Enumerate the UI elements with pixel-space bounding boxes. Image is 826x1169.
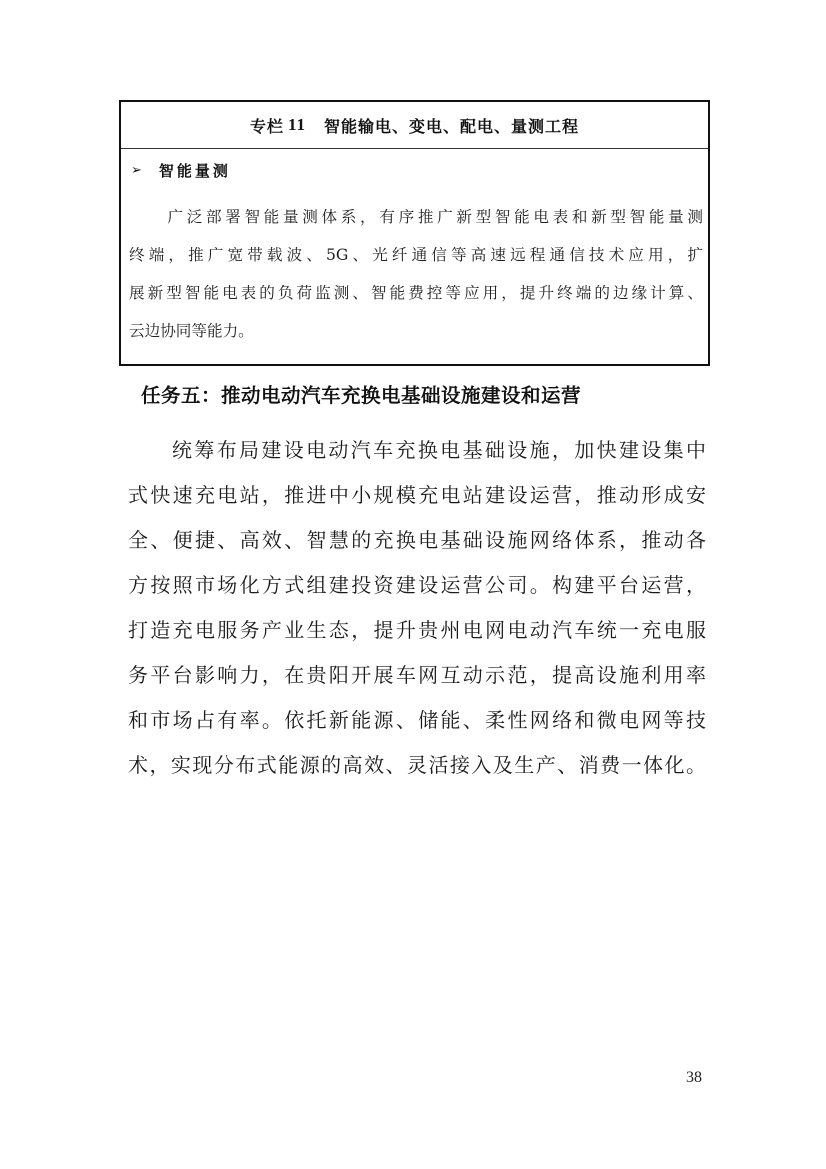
column-subheading — [131, 160, 231, 181]
column-box — [119, 100, 710, 366]
task-heading: 任务五：推动电动汽车充换电基础设施建设和运营 — [141, 384, 582, 407]
task-paragraph — [128, 428, 706, 788]
paragraph-line: 统筹布局建设电动汽车充换电基础设施，加快建设集中 — [172, 438, 706, 462]
paragraph-line: 和市场占有率。依托新能源、储能、柔性网络和微电网等技 — [128, 708, 706, 732]
column-title-prefix: 专栏 — [249, 116, 284, 136]
column-body-line: 云边协同等能力。 — [129, 322, 254, 340]
column-box-title — [121, 102, 708, 149]
paragraph-line: 术，实现分布式能源的高效、灵活接入及生产、消费一体化。 — [128, 753, 706, 777]
page-number: 38 — [686, 1069, 702, 1086]
column-title-text: 智能输电、变电、配电、量测工程 — [324, 116, 580, 136]
paragraph-line: 务平台影响力，在贵阳开展车网互动示范，提高设施利用率 — [128, 663, 706, 687]
column-body — [129, 198, 703, 350]
column-body-line: 广泛部署智能量测体系，有序推广新型智能电表和新型智能量测 — [129, 208, 703, 226]
arrow-bullet-icon: ➢ — [131, 163, 145, 178]
subheading-text: 智能量测 — [158, 162, 231, 180]
paragraph-line: 打造充电服务产业生态，提升贵州电网电动汽车统一充电服 — [128, 618, 706, 642]
paragraph-line: 式快速充电站，推进中小规模充电站建设运营，推动形成安 — [128, 483, 706, 507]
column-body-line: 展新型智能电表的负荷监测、智能费控等应用，提升终端的边缘计算、 — [129, 284, 703, 302]
column-title-number: 11 — [287, 115, 307, 134]
paragraph-line: 全、便捷、高效、智慧的充换电基础设施网络体系，推动各 — [128, 528, 706, 552]
paragraph-line: 方按照市场化方式组建投资建设运营公司。构建平台运营， — [128, 573, 706, 597]
column-body-line: 终端，推广宽带载波、5G、光纤通信等高速远程通信技术应用，扩 — [129, 246, 703, 264]
